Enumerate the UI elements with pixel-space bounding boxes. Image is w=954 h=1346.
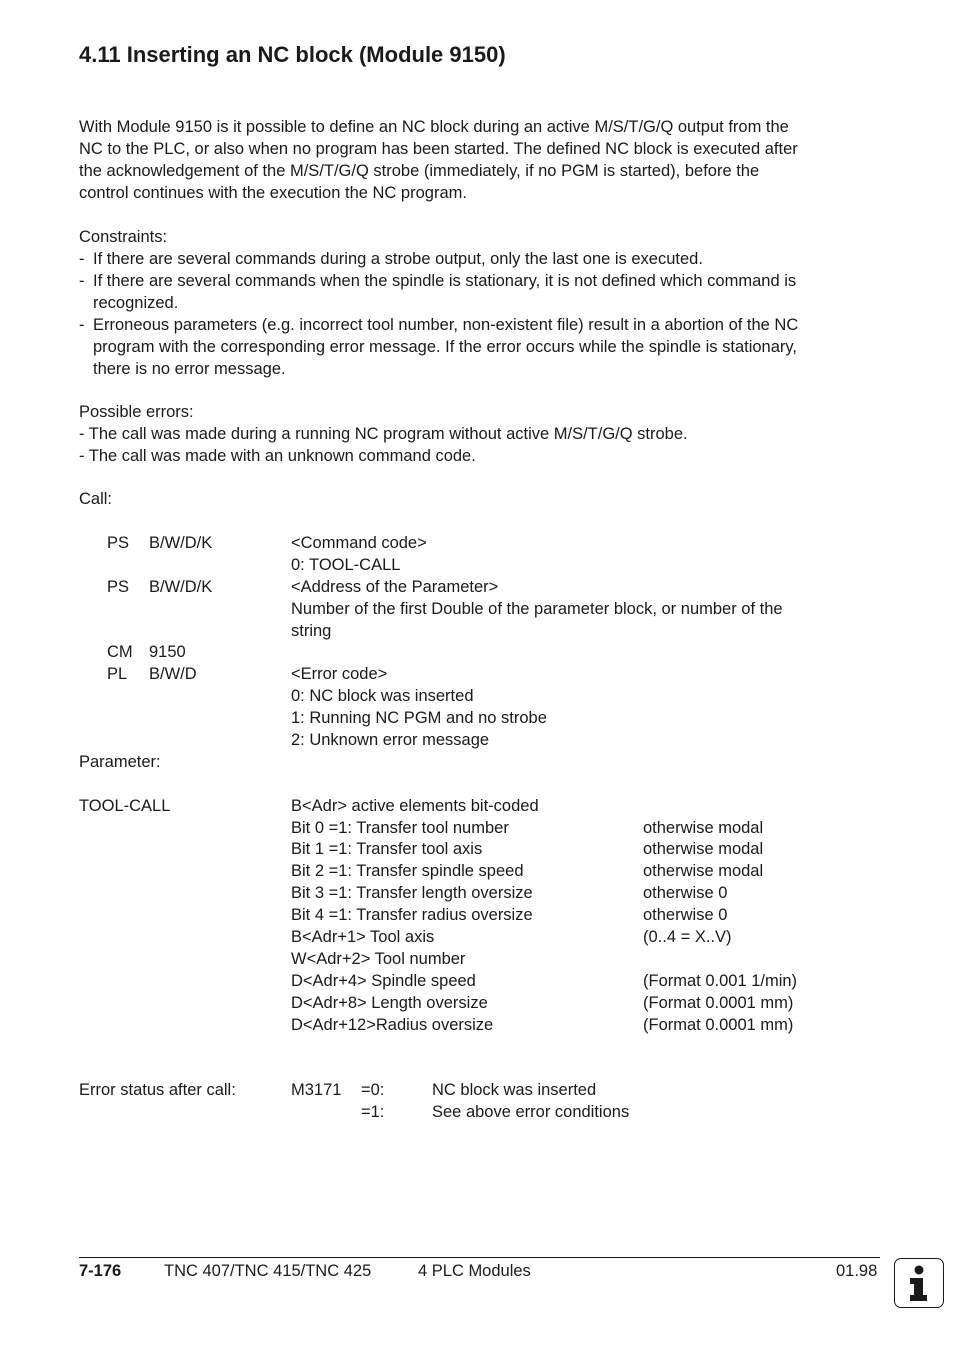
constraint-item bbox=[79, 248, 879, 270]
call-type: 9150 bbox=[149, 643, 186, 661]
info-glyph bbox=[895, 1259, 942, 1306]
parameter-row-left: Bit 3 =1: Transfer length oversize bbox=[291, 884, 533, 902]
parameter-row-right: (Format 0.0001 mm) bbox=[643, 1016, 794, 1034]
call-desc: <Error code> bbox=[291, 665, 388, 683]
parameter-row-right: otherwise modal bbox=[643, 862, 764, 880]
constraint-item bbox=[79, 270, 879, 314]
error-status-text: NC block was inserted bbox=[432, 1081, 597, 1099]
call-type: B/W/D/K bbox=[149, 578, 213, 596]
intro-paragraph bbox=[79, 116, 879, 204]
intro-line: NC to the PLC, or also when no program has been started. The defined NC block is executed after bbox=[79, 140, 798, 158]
parameter-row-left: Bit 1 =1: Transfer tool axis bbox=[291, 840, 483, 858]
page-title: 4.11 Inserting an NC block (Module 9150) bbox=[79, 42, 506, 67]
error-item: - The call was made with an unknown command code. bbox=[79, 447, 476, 465]
intro-line: With Module 9150 is it possible to define an NC block during an active M/S/T/G/Q output from the bbox=[79, 118, 789, 136]
info-icon bbox=[894, 1258, 944, 1308]
errors-section bbox=[79, 401, 879, 467]
constraint-line: program with the corresponding error message. If the error occurs while the spindle is stationary, bbox=[93, 338, 798, 356]
parameter-row-left: B<Adr> active elements bit-coded bbox=[291, 797, 539, 815]
parameter-row-left: D<Adr+12>Radius oversize bbox=[291, 1016, 494, 1034]
parameter-row-left: D<Adr+4> Spindle speed bbox=[291, 972, 476, 990]
constraint-line: If there are several commands when the spindle is stationary, it is not defined which command is bbox=[93, 272, 797, 290]
intro-line: the acknowledgement of the M/S/T/G/Q strobe (immediately, if no PGM is started), before the bbox=[79, 162, 760, 180]
parameter-row-right: otherwise modal bbox=[643, 819, 764, 837]
call-heading: Call: bbox=[79, 490, 113, 508]
call-op: PS bbox=[107, 534, 130, 552]
parameter-row-right: otherwise modal bbox=[643, 840, 764, 858]
error-status-label: Error status after call: bbox=[79, 1081, 236, 1099]
call-type: B/W/D bbox=[149, 665, 197, 683]
parameter-row-right: otherwise 0 bbox=[643, 906, 728, 924]
parameter-label: TOOL-CALL bbox=[79, 797, 171, 815]
parameter-row-left: Bit 4 =1: Transfer radius oversize bbox=[291, 906, 533, 924]
error-status-value: =0: bbox=[361, 1081, 385, 1099]
error-status-marker: M3171 bbox=[291, 1081, 342, 1099]
constraint-line: there is no error message. bbox=[93, 360, 286, 378]
call-op: CM bbox=[107, 643, 133, 661]
constraint-item bbox=[79, 314, 879, 380]
error-item: - The call was made during a running NC program without active M/S/T/G/Q strobe. bbox=[79, 425, 688, 443]
error-status-text: See above error conditions bbox=[432, 1103, 630, 1121]
footer-rule bbox=[79, 1257, 880, 1258]
error-status-value: =1: bbox=[361, 1103, 385, 1121]
call-desc: 1: Running NC PGM and no strobe bbox=[291, 709, 547, 727]
call-desc: Number of the first Double of the parameter block, or number of the bbox=[291, 600, 783, 618]
call-type: B/W/D/K bbox=[149, 534, 213, 552]
call-desc: 0: NC block was inserted bbox=[291, 687, 474, 705]
dash-bullet: - bbox=[79, 250, 85, 268]
constraint-line: Erroneous parameters (e.g. incorrect tool number, non-existent file) result in a abortion of the NC bbox=[93, 316, 799, 334]
edition-date: 01.98 bbox=[836, 1262, 878, 1280]
dash-bullet: - bbox=[79, 272, 85, 290]
parameter-row-left: D<Adr+8> Length oversize bbox=[291, 994, 488, 1012]
errors-heading: Possible errors: bbox=[79, 403, 194, 421]
constraints-section bbox=[79, 226, 879, 380]
constraint-line: recognized. bbox=[93, 294, 179, 312]
call-op: PS bbox=[107, 578, 130, 596]
dash-bullet: - bbox=[79, 316, 85, 334]
parameter-row-right: otherwise 0 bbox=[643, 884, 728, 902]
parameter-row-left: B<Adr+1> Tool axis bbox=[291, 928, 435, 946]
page-number: 7-176 bbox=[79, 1262, 122, 1280]
constraints-heading: Constraints: bbox=[79, 228, 168, 246]
parameter-row-right: (0..4 = X..V) bbox=[643, 928, 732, 946]
parameter-heading: Parameter: bbox=[79, 753, 161, 771]
call-op: PL bbox=[107, 665, 128, 683]
call-desc: <Command code> bbox=[291, 534, 427, 552]
parameter-row-right: (Format 0.0001 mm) bbox=[643, 994, 794, 1012]
parameter-row-left: W<Adr+2> Tool number bbox=[291, 950, 466, 968]
constraint-line: If there are several commands during a strobe output, only the last one is executed. bbox=[93, 250, 703, 268]
intro-line: control continues with the execution the NC program. bbox=[79, 184, 467, 202]
call-desc: 0: TOOL-CALL bbox=[291, 556, 401, 574]
call-desc: string bbox=[291, 622, 332, 640]
product-name: TNC 407/TNC 415/TNC 425 bbox=[164, 1262, 372, 1280]
parameter-row-left: Bit 0 =1: Transfer tool number bbox=[291, 819, 509, 837]
call-desc: 2: Unknown error message bbox=[291, 731, 490, 749]
chapter-name: 4 PLC Modules bbox=[418, 1262, 531, 1280]
call-desc: <Address of the Parameter> bbox=[291, 578, 499, 596]
parameter-row-right: (Format 0.001 1/min) bbox=[643, 972, 798, 990]
parameter-row-left: Bit 2 =1: Transfer spindle speed bbox=[291, 862, 524, 880]
